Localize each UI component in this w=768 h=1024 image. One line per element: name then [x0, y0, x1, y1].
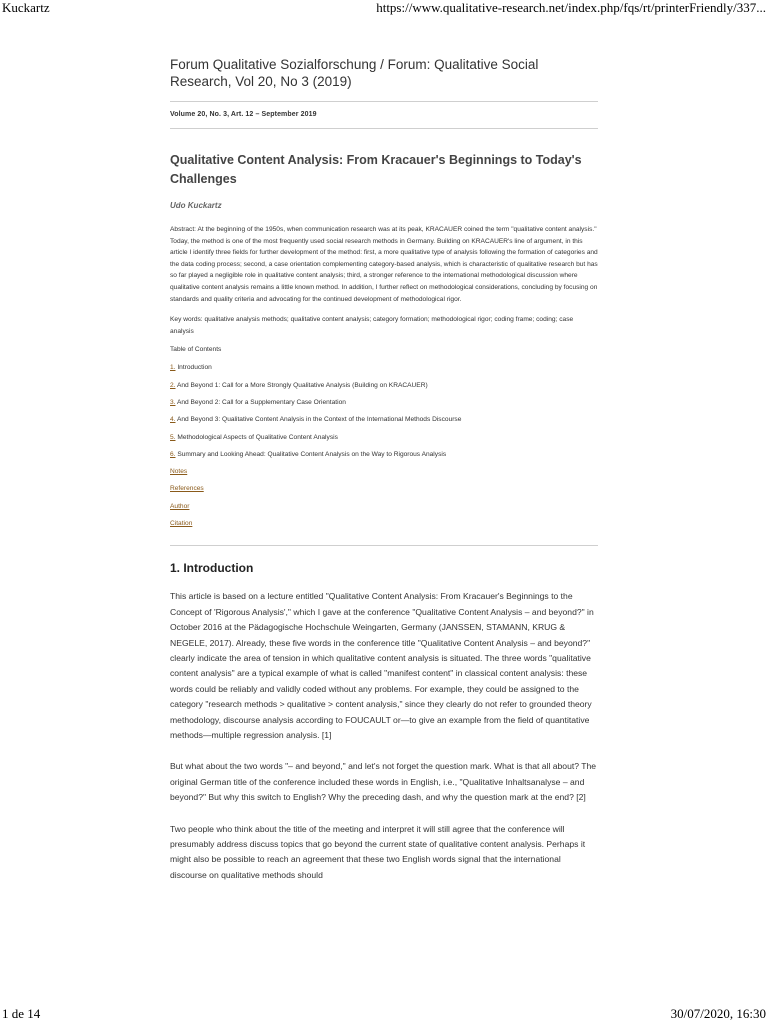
- toc-title: Table of Contents: [170, 346, 222, 354]
- journal-title: Forum Qualitative Sozialforschung / Forum: Qualitative Social Research, Vol 20, No 3 (2019): [170, 57, 539, 89]
- toc-link-author[interactable]: Author: [170, 502, 190, 510]
- toc-item: [170, 359, 598, 376]
- toc-item-text: Introduction: [177, 364, 212, 372]
- toc-link-item: [170, 498, 598, 515]
- article-keywords: Key words: qualitative analysis methods; qualitative content analysis; category formation; methodological rigor; coding frame; coding; case analysis: [170, 316, 574, 335]
- article-title: Qualitative Content Analysis: From Kracauer's Beginnings to Today's Challenges: [170, 153, 582, 186]
- toc-link-references[interactable]: References: [170, 485, 204, 493]
- toc-item-number-link[interactable]: 5.: [170, 433, 176, 441]
- toc-link-notes[interactable]: Notes: [170, 468, 188, 476]
- toc-item-text: Summary and Looking Ahead: Qualitative Content Analysis on the Way to Rigorous Analysis: [177, 450, 447, 458]
- toc-link-item: [170, 515, 598, 532]
- toc-link-citation[interactable]: Citation: [170, 520, 193, 528]
- toc-link-item: [170, 463, 598, 480]
- toc-item-number-link[interactable]: 3.: [170, 398, 176, 406]
- toc-item-number-link[interactable]: 2.: [170, 381, 176, 389]
- print-header: [0, 0, 768, 20]
- section-heading: 1. Introduction: [170, 561, 254, 576]
- print-header-title: Kuckartz: [2, 0, 50, 15]
- toc-link-item: [170, 480, 598, 497]
- table-of-contents: [170, 359, 598, 532]
- toc-item-number-link[interactable]: 4.: [170, 416, 176, 424]
- toc-item-text: Methodological Aspects of Qualitative Content Analysis: [177, 433, 338, 441]
- toc-item: [170, 429, 598, 446]
- toc-item-number-link[interactable]: 6.: [170, 450, 176, 458]
- paragraph: But what about the two words "– and beyond," and let's not forget the question mark. What is that all about? The original German title of the conference included these words in English, i.e., "Qualitative Inhaltsanalyse – and beyond?" But why this switch to English? Why the preceding dash, and why the question mark at the end? [2]: [170, 761, 597, 803]
- print-footer: [0, 1004, 768, 1024]
- page-number: 1 de 14: [2, 1006, 41, 1021]
- toc-item: [170, 377, 598, 394]
- toc-item: [170, 411, 598, 428]
- article-content: [170, 56, 598, 883]
- toc-item-text: And Beyond 2: Call for a Supplementary Case Orientation: [176, 398, 346, 406]
- toc-item-number-link[interactable]: 1.: [170, 364, 176, 372]
- paragraph: This article is based on a lecture entitled "Qualitative Content Analysis: From Kracauer's Beginnings to the Concept of 'Rigorous Analysis'," which I gave at the conference "Qualitative Content Analysis – and beyond?" in October 2016 at the Pädagogische Hochschule Weingarten, Germany (JANSSEN, STAMANN, KRUG & NEGELE, 2017). Already, these five words in the conference title "Qualitative Content Analysis – and beyond?" clearly indicate the area of tension in which qualitative content analysis is situated. The three words "qualitative content analysis" are a typical example of what is called "manifest content" in classical content analysis: these words could be reliably and validly coded without any problems. For example, they could be assigned to the category "research methods > qualitative > content analysis," since they clearly do not refer to grounded theory methodology, discourse analysis according to FOUCAULT or—to give an example from the field of quantitative methods—multiple regression analysis. [1]: [170, 591, 594, 740]
- print-datetime: 30/07/2020, 16:30: [670, 1006, 766, 1021]
- print-header-url: https://www.qualitative-research.net/index.php/fqs/rt/printerFriendly/337...: [376, 0, 766, 15]
- divider: [170, 128, 598, 129]
- divider: [170, 101, 598, 102]
- toc-item: [170, 446, 598, 463]
- article-author: Udo Kuckartz: [170, 201, 222, 210]
- paragraph: Two people who think about the title of the meeting and interpret it will still agree that the conference will presumably address discuss topics that go beyond the current state of qualitative content analysis. Perhaps it might also be possible to reach an agreement that these two English words signal that the international discourse on qualitative methods should: [170, 823, 586, 880]
- volume-line: Volume 20, No. 3, Art. 12 – September 2019: [170, 111, 317, 118]
- toc-item-text: And Beyond 1: Call for a More Strongly Qualitative Analysis (Building on KRACAUER): [176, 381, 428, 389]
- toc-item: [170, 394, 598, 411]
- toc-item-text: And Beyond 3: Qualitative Content Analysis in the Context of the International Methods Discourse: [176, 416, 462, 424]
- article-abstract: Abstract: At the beginning of the 1950s, when communication research was at its peak, KRACAUER coined the term "qualitative content analysis." Today, the method is one of the most frequently used social research methods in Germany. Building on KRACAUER's line of argument, in this article I identify three fields for further development of the method: first, a more qualitative type of analysis following the formation of categories and the data coding process; second, a case orientation complementing category-based analysis, which is characteristic of qualitative research but has so far played a negligible role in qualitative content analysis; third, a stronger reference to the international methodological discussion where qualitative content analysis remains a little known method. In addition, I further reflect on methodological considerations, concluding by focusing on standards and quality criteria and advocating for the continued development of methodological rigor.: [170, 226, 598, 303]
- divider: [170, 545, 598, 546]
